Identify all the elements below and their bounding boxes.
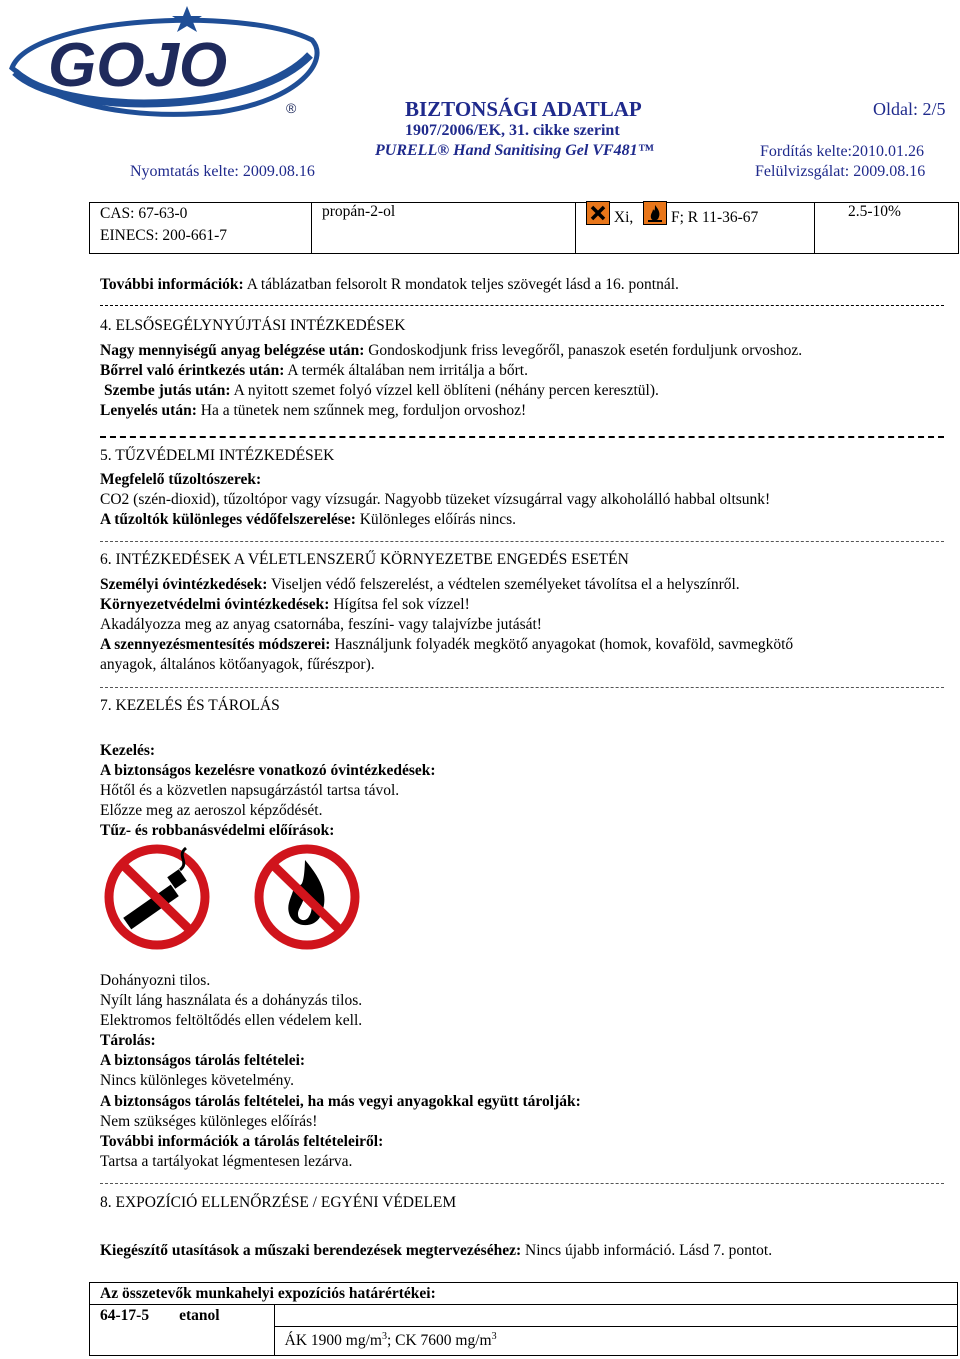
- xi-hazard-icon: [586, 201, 610, 225]
- storage-other-text: Nem szükséges különleges előírás!: [100, 1113, 318, 1130]
- fire-line-2: Nyílt láng használata és a dohányzás tilos.: [100, 992, 363, 1009]
- no-smoking-icon: [100, 842, 214, 952]
- s6-line-1: Személyi óvintézkedések: Viseljen védő felszerelést, a védtelen személyeket távolítsa el a helyszínről.: [100, 576, 740, 593]
- section-6-title: 6. INTÉZKEDÉSEK A VÉLETLENSZERŰ KÖRNYEZETBE ENGEDÉS ESETÉN: [100, 551, 629, 568]
- divider: [100, 687, 944, 688]
- s6-line-4: A szennyezésmentesítés módszerei: Használjunk folyadék megkötő anyagokat (homok, kovaföld, savmegkötő: [100, 636, 794, 653]
- einecs-number: EINECS: 200-661-7: [100, 227, 228, 244]
- storage-other-heading: A biztonságos tárolás feltételei, ha más vegyi anyagokkal együtt tárolják:: [100, 1093, 581, 1110]
- handling-heading: Kezelés:: [100, 742, 156, 759]
- product-name: PURELL® Hand Sanitising Gel VF481™: [375, 142, 654, 159]
- composition-table: [89, 202, 959, 254]
- storage-more-heading: További információk a tárolás feltételeiről:: [100, 1133, 384, 1150]
- section-5-title: 5. TŰZVÉDELMI INTÉZKEDÉSEK: [100, 447, 335, 464]
- translation-date: Fordítás kelte:2010.01.26: [760, 143, 924, 160]
- divider: [100, 541, 944, 542]
- regulation: 1907/2006/EK, 31. cikke szerint: [405, 122, 620, 139]
- handling-line-2: Előzze meg az aeroszol képződését.: [100, 802, 323, 819]
- storage-conditions-text: Nincs különleges követelmény.: [100, 1072, 294, 1089]
- storage-more-text: Tartsa a tartályokat légmentesen lezárva.: [100, 1153, 353, 1170]
- fire-line-3: Elektromos feltöltődés ellen védelem kell.: [100, 1012, 363, 1029]
- s6-line-2: Környezetvédelmi óvintézkedések: Hígítsa fel sok vízzel!: [100, 596, 470, 613]
- exposure-limit: ÁK 1900 $mg/m^3$; CK 7600 $mg/m^3$: [274, 1327, 957, 1356]
- s4-line-4: Lenyelés után: Ha a tünetek nem szűnnek meg, forduljon orvoshoz!: [100, 402, 527, 419]
- svg-text:®: ®: [286, 100, 297, 116]
- divider: [100, 436, 944, 438]
- storage-conditions-heading: A biztonságos tárolás feltételei:: [100, 1052, 306, 1069]
- fire-line-1: Dohányozni tilos.: [100, 972, 211, 989]
- cas-number: CAS: 67-63-0: [100, 205, 188, 222]
- gojo-logo: [0, 0, 330, 125]
- no-open-flame-icon: [250, 842, 364, 952]
- flame-hazard-icon: [643, 201, 667, 225]
- exposure-table: [89, 1282, 958, 1356]
- s4-line-3: Szembe jutás után: A nyitott szemet folyó vízzel kell öblíteni (néhány percen keresztül).: [104, 382, 659, 399]
- s4-line-2: Bőrrel való érintkezés után: A termék általában nem irritálja a bőrt.: [100, 362, 528, 379]
- document-title: BIZTONSÁGI ADATLAP: [405, 97, 642, 121]
- section-8-title: 8. EXPOZÍCIÓ ELLENŐRZÉSE / EGYÉNI VÉDELEM: [100, 1194, 457, 1211]
- s5-line-3: A tűzoltók különleges védőfelszerelése: Különleges előírás nincs.: [100, 511, 516, 528]
- s8-line-1: Kiegészítő utasítások a műszaki berendezések megtervezéséhez: Nincs újabb információ. Lásd 7. pontot.: [100, 1242, 773, 1259]
- s4-line-1: Nagy mennyiségű anyag belégzése után: Gondoskodjunk friss levegőről, panaszok esetén forduljunk orvoshoz.: [100, 342, 803, 359]
- further-info: További információk: A táblázatban felsorolt R mondatok teljes szövegét lásd a 16. pontnál.: [100, 276, 679, 293]
- svg-text:GOJO: GOJO: [48, 31, 228, 100]
- xi-label: Xi,: [613, 208, 634, 226]
- exposure-row-substance: 64-17-5 etanol: [90, 1305, 275, 1327]
- storage-heading: Tárolás:: [100, 1032, 156, 1049]
- fire-rules-heading: Tűz- és robbanásvédelmi előírások:: [100, 822, 335, 839]
- substance-name: propán-2-ol: [312, 203, 576, 254]
- concentration: 2.5-10%: [815, 203, 959, 254]
- divider: [100, 1183, 944, 1184]
- section-7-title: 7. KEZELÉS ÉS TÁROLÁS: [100, 697, 280, 714]
- exposure-table-header: Az összetevők munkahelyi expozíciós határértékei:: [90, 1283, 958, 1305]
- handling-line-1: Hőtől és a közvetlen napsugárzástól tartsa távol.: [100, 782, 400, 799]
- revision-date: Felülvizsgálat: 2009.08.16: [755, 163, 926, 180]
- section-4-title: 4. ELSŐSEGÉLYNYÚJTÁSI INTÉZKEDÉSEK: [100, 317, 406, 334]
- s5-line-2: CO2 (szén-dioxid), tűzoltópor vagy vízsugár. Nagyobb tüzeket vízsugárral vagy alkoholálló habbal oltsunk!: [100, 491, 771, 508]
- f-label: F; R 11-36-67: [671, 208, 759, 226]
- safe-handling-heading: A biztonságos kezelésre vonatkozó óvintézkedések:: [100, 762, 436, 779]
- print-date: Nyomtatás kelte: 2009.08.16: [130, 163, 315, 180]
- page-number: Oldal: 2/5: [873, 99, 946, 119]
- divider: [100, 305, 944, 306]
- s5-line-1: Megfelelő tűzoltószerek:: [100, 471, 262, 488]
- s6-line-3: Akadályozza meg az anyag csatornába, feszíni- vagy talajvízbe jutását!: [100, 616, 542, 633]
- s6-line-5: anyagok, általános kötőanyagok, fűrészpor).: [100, 656, 375, 673]
